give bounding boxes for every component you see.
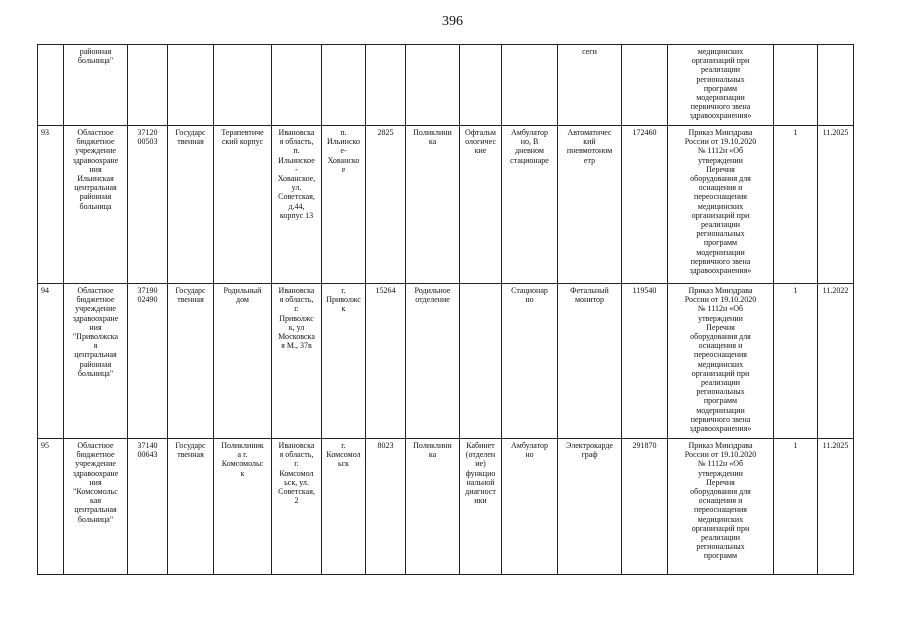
population-cell [366, 439, 406, 575]
table-row [38, 439, 854, 575]
institution-name-cell [64, 45, 128, 126]
cabinet-cell [460, 45, 502, 126]
date-cell [818, 126, 854, 284]
address-cell [272, 45, 322, 126]
quantity-cell [774, 45, 818, 126]
cabinet-text: Кабинет (отделен ие) функцио нальной диагност ики [465, 441, 496, 506]
row-number-cell [38, 439, 64, 575]
department-text: Родильное отделение [414, 286, 451, 305]
care-form-text: Стационар но [511, 286, 548, 305]
care-form-cell [502, 45, 558, 126]
locality-text: г. Приволжс к [326, 286, 361, 314]
care-form-text: Амбулатор но, В дневном стационаре [510, 128, 549, 165]
regulation-text: Приказ Минздрава России от 19.10.2020 № 1112н «Об утверждении Перечня оборудования для оснащения и переоснащения медицинских организаций при реализации региональных программ модернизации первичного звена здравоохранения» [684, 128, 757, 276]
institution-name-cell [64, 439, 128, 575]
code-cell [128, 439, 168, 575]
care-form-text: Амбулатор но [511, 441, 548, 460]
building-cell [214, 45, 272, 126]
table-row [38, 126, 854, 284]
locality-text: г. Комсомол ьск [326, 441, 361, 469]
department-cell [406, 45, 460, 126]
date-text: 11.2022 [822, 286, 849, 295]
table-row [38, 284, 854, 439]
quantity-text: 1 [793, 441, 798, 450]
row-number-cell [38, 284, 64, 439]
institution-name-text: Областное бюджетное учреждение здравоохране ния "Приволжска я центральная районная больница" [72, 286, 119, 378]
regulation-cell [668, 439, 774, 575]
regulation-text: Приказ Минздрава России от 19.10.2020 № 1112н «Об утверждении Перечня оборудования для оснащения и переоснащения медицинских организаций при реализации региональных программ [684, 441, 757, 561]
ownership-form-cell [168, 439, 214, 575]
price-text: 119540 [632, 286, 657, 295]
institution-name-cell [64, 126, 128, 284]
equipment-cell [558, 126, 622, 284]
registry-table [37, 44, 854, 575]
ownership-form-cell [168, 284, 214, 439]
ownership-form-cell [168, 45, 214, 126]
quantity-cell [774, 126, 818, 284]
equipment-text: Фетальный монитор [570, 286, 609, 305]
code-text: 37120 00503 [137, 128, 158, 147]
equipment-text: сеги [582, 47, 597, 56]
care-form-cell [502, 439, 558, 575]
date-text: 11.2025 [822, 441, 849, 450]
building-text: Поликлиник а г. Комсомольс к [221, 441, 264, 478]
population-text: 8023 [377, 441, 394, 450]
quantity-cell [774, 284, 818, 439]
code-cell [128, 45, 168, 126]
quantity-cell [774, 439, 818, 575]
cabinet-text: Офтальм ологичес кие [465, 128, 496, 156]
address-cell [272, 126, 322, 284]
building-cell [214, 284, 272, 439]
population-text: 15264 [375, 286, 396, 295]
institution-name-text: районная больница" [77, 47, 114, 66]
cabinet-cell [460, 439, 502, 575]
price-text: 172460 [632, 128, 657, 137]
department-cell [406, 439, 460, 575]
locality-text: п. Ильинско е- Хованско е [326, 128, 360, 174]
care-form-cell [502, 126, 558, 284]
department-cell [406, 284, 460, 439]
ownership-form-text: Государс твенная [175, 441, 206, 460]
address-text: Ивановска я область, г. Приволжс к, ул Московска я М., 37в [278, 286, 315, 351]
date-cell [818, 45, 854, 126]
equipment-cell [558, 439, 622, 575]
code-cell [128, 284, 168, 439]
row-number-text: 93 [41, 128, 49, 137]
population-text: 2825 [377, 128, 394, 137]
address-cell [272, 284, 322, 439]
address-cell [272, 439, 322, 575]
address-text: Ивановска я область, г. Комсомол ьск, ул. Советская, 2 [278, 441, 315, 506]
building-text: Родильный дом [223, 286, 262, 305]
price-cell [622, 439, 668, 575]
regulation-cell [668, 284, 774, 439]
cabinet-cell [460, 284, 502, 439]
population-cell [366, 284, 406, 439]
equipment-text: Автоматичес кий пневмотоном етр [566, 128, 613, 165]
date-cell [818, 439, 854, 575]
date-cell [818, 284, 854, 439]
code-cell [128, 126, 168, 284]
locality-cell [322, 45, 366, 126]
row-number-cell [38, 126, 64, 284]
price-cell [622, 126, 668, 284]
locality-cell [322, 284, 366, 439]
ownership-form-cell [168, 126, 214, 284]
quantity-text: 1 [793, 128, 798, 137]
locality-cell [322, 126, 366, 284]
page-number: 396 [442, 14, 463, 29]
building-cell [214, 126, 272, 284]
equipment-text: Электрокарде граф [566, 441, 613, 460]
price-cell [622, 284, 668, 439]
row-number-text: 95 [41, 441, 49, 450]
price-cell [622, 45, 668, 126]
institution-name-text: Областное бюджетное учреждение здравоохране ния Ильинская центральная районная больница [72, 128, 119, 211]
population-cell [366, 45, 406, 126]
department-text: Поликлини ка [413, 128, 452, 147]
population-cell [366, 126, 406, 284]
equipment-cell [558, 45, 622, 126]
ownership-form-text: Государс твенная [175, 128, 206, 147]
regulation-cell [668, 45, 774, 126]
care-form-cell [502, 284, 558, 439]
cabinet-cell [460, 126, 502, 284]
address-text: Ивановска я область, п. Ильинское - Хованское, ул. Советская, д.44, корпус 13 [277, 128, 316, 220]
row-number-cell [38, 45, 64, 126]
code-text: 37140 00643 [137, 441, 158, 460]
table-row [38, 45, 854, 126]
department-cell [406, 126, 460, 284]
regulation-text: медицинских организаций при реализации региональных программ модернизации первичного звена здравоохранения» [689, 47, 752, 121]
locality-cell [322, 439, 366, 575]
building-cell [214, 439, 272, 575]
price-text: 291870 [632, 441, 657, 450]
quantity-text: 1 [793, 286, 798, 295]
date-text: 11.2025 [822, 128, 849, 137]
institution-name-cell [64, 284, 128, 439]
equipment-cell [558, 284, 622, 439]
code-text: 37190 02490 [137, 286, 158, 305]
institution-name-text: Областное бюджетное учреждение здравоохране ния "Комсомольс кая центральная больница" [72, 441, 119, 524]
ownership-form-text: Государс твенная [175, 286, 206, 305]
regulation-text: Приказ Минздрава России от 19.10.2020 № 1112н «Об утверждении Перечня оборудования для оснащения и переоснащения медицинских организаций при реализации региональных программ модернизации первичного звена здравоохранения» [684, 286, 757, 434]
regulation-cell [668, 126, 774, 284]
row-number-text: 94 [41, 286, 49, 295]
department-text: Поликлини ка [413, 441, 452, 460]
building-text: Терапевтиче ский корпус [221, 128, 264, 147]
